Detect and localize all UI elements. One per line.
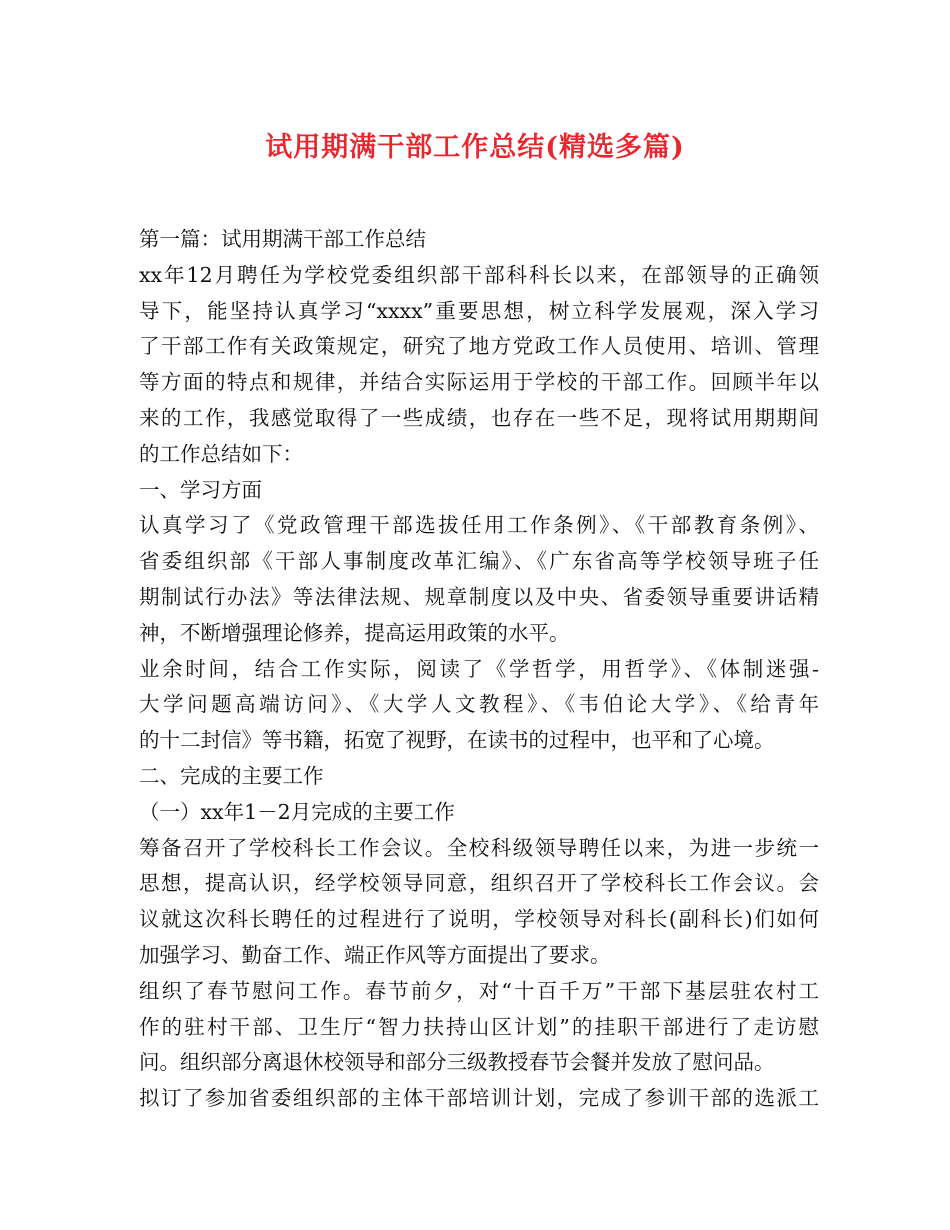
body-line: 问。组织部分离退休校领导和部分三级教授春节会餐并发放了慰问品。 bbox=[139, 1050, 775, 1075]
body-line: 等方面的特点和规律，并结合实际运用于学校的干部工作。回顾半年以 bbox=[139, 370, 819, 395]
body-line: 拟订了参加省委组织部的主体干部培训计划，完成了参训干部的选派工 bbox=[139, 1086, 819, 1111]
body-line: 作的驻村干部、卫生厅“智力扶持山区计划”的挂职干部进行了走访慰 bbox=[139, 1014, 819, 1039]
body-line: 省委组织部《干部人事制度改革汇编》、《广东省高等学校领导班子任 bbox=[139, 549, 819, 574]
body-line: 思想，提高认识，经学校领导同意，组织召开了学校科长工作会议。会 bbox=[139, 871, 819, 896]
body-line: 筹备召开了学校科长工作会议。全校科级领导聘任以来，为进一步统一 bbox=[139, 835, 819, 860]
body-line: xx年12月聘任为学校党委组织部干部科科长以来，在部领导的正确领 bbox=[139, 262, 819, 287]
document-body bbox=[139, 222, 819, 1117]
body-line: 期制试行办法》等法律法规、规章制度以及中央、省委领导重要讲话精 bbox=[139, 584, 819, 609]
body-line: 二、完成的主要工作 bbox=[139, 763, 324, 788]
body-line: 来的工作，我感觉取得了一些成绩，也存在一些不足，现将试用期期间 bbox=[139, 405, 819, 430]
body-line: 业余时间，结合工作实际，阅读了《学哲学，用哲学》、《体制迷强- bbox=[139, 656, 819, 681]
body-line: 大学问题高端访问》、《大学人文教程》、《韦伯论大学》、《给青年 bbox=[139, 692, 819, 717]
body-line: 了干部工作有关政策规定，研究了地方党政工作人员使用、培训、管理 bbox=[139, 334, 819, 359]
body-line: 组织了春节慰问工作。春节前夕，对“十百千万”干部下基层驻农村工 bbox=[139, 978, 819, 1003]
body-line: 认真学习了《党政管理干部选拔任用工作条例》、《干部教育条例》、 bbox=[139, 513, 819, 538]
body-line: 的工作总结如下： bbox=[139, 441, 303, 466]
body-line: 神，不断增强理论修养，提高运用政策的水平。 bbox=[139, 620, 570, 645]
body-line: 的十二封信》等书籍，拓宽了视野，在读书的过程中，也平和了心境。 bbox=[139, 728, 775, 753]
body-line: 第一篇：试用期满干部工作总结 bbox=[139, 227, 426, 251]
body-line: 加强学习、勤奋工作、端正作风等方面提出了要求。 bbox=[139, 942, 611, 967]
body-line: 导下，能坚持认真学习“xxxx”重要思想，树立科学发展观，深入学习 bbox=[139, 298, 819, 323]
body-line: 一、学习方面 bbox=[139, 477, 262, 502]
body-line: （一）xx年1－2月完成的主要工作 bbox=[139, 799, 455, 824]
document-title: 试用期满干部工作总结(精选多篇) bbox=[265, 132, 685, 163]
body-line: 议就这次科长聘任的过程进行了说明，学校领导对科长(副科长)们如何 bbox=[139, 907, 819, 932]
